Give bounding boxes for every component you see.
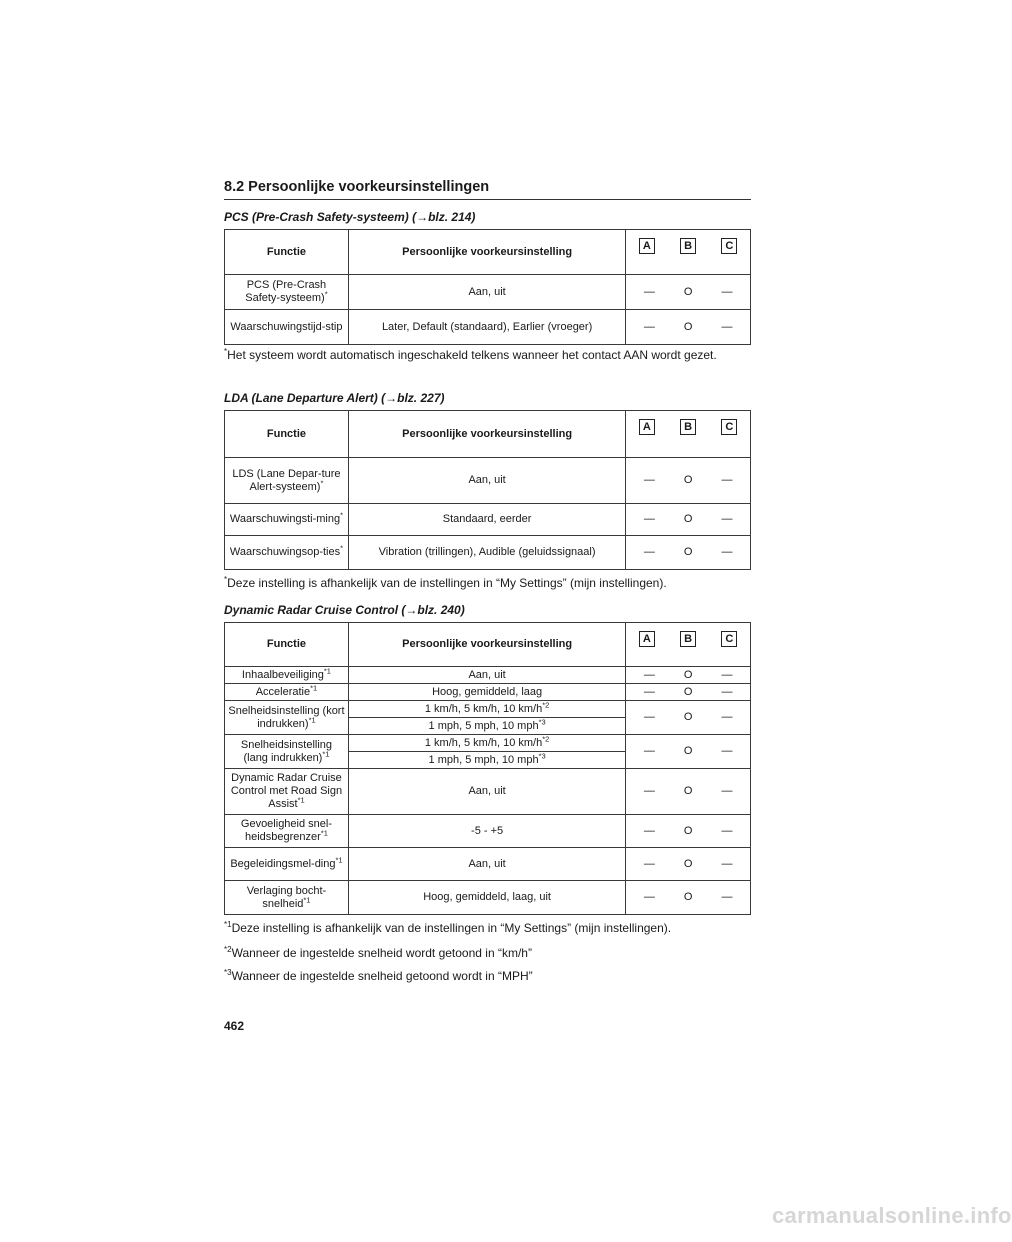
mark-b: O [683, 285, 693, 298]
footnote-ref: *1 [308, 714, 316, 724]
row-functie: Snelheidsinstelling (kort indrukken) [228, 704, 345, 730]
arrow-right-icon: → [416, 210, 429, 224]
col-header-letters [626, 623, 751, 667]
footnote-ref: * [324, 289, 328, 299]
mark-a: — [643, 745, 655, 757]
footnote-drcc-1 [224, 920, 754, 936]
col-header-functie: Functie [225, 230, 349, 275]
table-row [225, 848, 751, 881]
row-setting: Aan, uit [348, 275, 625, 310]
col-header-setting: Persoonlijke voorkeursinstelling [348, 411, 625, 458]
row-setting: Aan, uit [348, 667, 625, 684]
table-row [225, 275, 751, 310]
mark-c: — [721, 824, 733, 837]
section-title-text: LDA (Lane Departure Alert) ( [224, 391, 386, 405]
footnote-mark: * [224, 575, 228, 584]
arrow-right-icon: → [405, 603, 418, 617]
mark-b: O [683, 891, 693, 903]
letter-c-icon: C [721, 631, 737, 647]
footnote-drcc-3 [224, 968, 754, 984]
row-setting: Hoog, gemiddeld, laag, uit [348, 881, 625, 915]
letter-a-icon: A [639, 238, 655, 254]
mark-a: — [643, 546, 655, 558]
letter-c-icon: C [721, 238, 737, 254]
col-header-functie: Functie [225, 623, 349, 667]
mark-c: — [721, 891, 733, 903]
footnote-ref: *2 [542, 733, 550, 743]
section-title-pcs [224, 210, 475, 224]
header-divider [224, 199, 751, 200]
mark-a: — [643, 285, 655, 298]
row-setting: Aan, uit [348, 848, 625, 881]
footnote-mark: *2 [224, 945, 232, 954]
arrow-right-icon: → [385, 391, 398, 405]
footnote-ref: *1 [320, 828, 328, 838]
row-setting: 1 km/h, 5 km/h, 10 km/h [424, 702, 543, 715]
footnote-ref: *1 [322, 748, 330, 758]
letter-b-icon: B [680, 631, 696, 647]
section-ref-link[interactable]: blz. 214) [428, 210, 476, 224]
footnote-drcc-2 [224, 945, 754, 961]
mark-c: — [721, 785, 733, 797]
mark-b: O [683, 685, 693, 698]
row-setting: 1 km/h, 5 km/h, 10 km/h [424, 736, 543, 749]
row-functie: Dynamic Radar Cruise Control met Road Sign Assist [230, 772, 343, 810]
row-functie: Verlaging bocht-snelheid [246, 884, 327, 910]
row-functie: Begeleidingsmel-ding [230, 857, 336, 870]
footnote-mark: *3 [224, 968, 232, 977]
mark-b: O [683, 824, 693, 837]
row-setting: Standaard, eerder [348, 504, 625, 536]
pcs-table [224, 229, 751, 345]
watermark: carmanualsonline.info [772, 1203, 1012, 1228]
row-setting: 1 mph, 5 mph, 10 mph [428, 719, 539, 732]
row-functie: Waarschuwingsti-ming [229, 513, 341, 525]
mark-a: — [643, 711, 655, 723]
mark-c: — [721, 320, 733, 333]
mark-b: O [683, 320, 693, 333]
section-title-text: PCS (Pre-Crash Safety-systeem) ( [224, 210, 417, 224]
row-setting: Aan, uit [348, 769, 625, 815]
table-row [225, 310, 751, 345]
mark-c: — [721, 546, 733, 558]
mark-b: O [683, 474, 693, 486]
footnote-ref: *3 [538, 716, 546, 726]
row-setting: Vibration (trillingen), Audible (geluidssignaal) [348, 536, 625, 570]
mark-c: — [721, 513, 733, 525]
footnote-ref: * [320, 477, 324, 487]
footnote-text: Wanneer de ingestelde snelheid wordt getoond in “km/h” [231, 946, 532, 960]
section-title-lda [224, 391, 445, 405]
footnote-mark: *1 [224, 920, 232, 929]
section-title-drcc [224, 603, 465, 617]
footnote-ref: * [340, 510, 344, 520]
table-row [225, 504, 751, 536]
footnote-mark: * [224, 347, 228, 356]
mark-b: O [683, 857, 693, 870]
mark-b: O [683, 546, 693, 558]
mark-a: — [643, 857, 655, 870]
mark-a: — [643, 668, 655, 681]
mark-a: — [643, 320, 655, 333]
row-functie: Waarschuwingsop-ties [229, 546, 341, 558]
col-header-setting: Persoonlijke voorkeursinstelling [348, 230, 625, 275]
table-row [225, 815, 751, 848]
col-header-letters [626, 230, 751, 275]
row-setting: Hoog, gemiddeld, laag [348, 684, 625, 701]
lda-table [224, 410, 751, 570]
mark-b: O [683, 785, 693, 797]
row-setting: Aan, uit [348, 458, 625, 504]
mark-c: — [721, 857, 733, 870]
row-functie: Snelheidsinstelling (lang indrukken) [240, 738, 333, 764]
mark-a: — [643, 891, 655, 903]
row-setting: -5 - +5 [348, 815, 625, 848]
footnote-ref: *1 [297, 795, 305, 805]
row-functie: Waarschuwingstijd-stip [230, 320, 343, 333]
footnote-lda [224, 575, 754, 591]
row-functie: Inhaalbeveiliging [241, 668, 324, 681]
mark-a: — [643, 785, 655, 797]
drcc-table [224, 622, 751, 915]
row-functie: LDS (Lane Depar-ture Alert-systeem) [232, 467, 341, 493]
table-row [225, 881, 751, 915]
col-header-letters [626, 411, 751, 458]
table-row [225, 701, 751, 718]
mark-a: — [643, 474, 655, 486]
footnote-text: Deze instelling is afhankelijk van de instellingen in “My Settings” (mijn instellingen). [227, 576, 667, 590]
mark-c: — [721, 711, 733, 723]
section-ref-link[interactable]: blz. 240) [417, 603, 465, 617]
row-functie: PCS (Pre-Crash Safety-systeem) [245, 279, 327, 304]
row-functie: Gevoeligheid snel-heidsbegrenzer [240, 818, 333, 843]
table-row [225, 536, 751, 570]
footnote-ref: *1 [303, 894, 311, 904]
footnote-text: Deze instelling is afhankelijk van de instellingen in “My Settings” (mijn instellingen). [231, 921, 672, 935]
mark-c: — [721, 285, 733, 298]
row-setting: 1 mph, 5 mph, 10 mph [428, 753, 539, 766]
row-setting: Later, Default (standaard), Earlier (vroeger) [348, 310, 625, 345]
footnote-ref: *1 [310, 682, 318, 692]
table-row [225, 684, 751, 701]
table-row [225, 458, 751, 504]
letter-c-icon: C [721, 419, 737, 435]
footnote-ref: *3 [538, 750, 546, 760]
table-row [225, 769, 751, 815]
footnote-pcs [224, 347, 754, 363]
footnote-text: Het systeem wordt automatisch ingeschakeld telkens wanneer het contact AAN wordt gezet. [227, 348, 717, 362]
mark-b: O [683, 513, 693, 525]
row-functie: Acceleratie [255, 685, 311, 698]
footnote-ref: *1 [335, 854, 343, 864]
footnote-ref: *1 [323, 665, 331, 675]
table-row [225, 667, 751, 684]
mark-a: — [643, 685, 655, 698]
page-number: 462 [224, 1019, 245, 1033]
mark-c: — [721, 745, 733, 757]
letter-a-icon: A [639, 631, 655, 647]
mark-c: — [721, 668, 733, 681]
mark-c: — [721, 685, 733, 698]
letter-b-icon: B [680, 238, 696, 254]
mark-a: — [643, 513, 655, 525]
letter-a-icon: A [639, 419, 655, 435]
mark-a: — [643, 824, 655, 837]
table-row [225, 735, 751, 752]
section-title-text: Dynamic Radar Cruise Control ( [224, 603, 406, 617]
mark-c: — [721, 474, 733, 486]
page-header-title: 8.2 Persoonlijke voorkeursinstellingen [224, 179, 490, 195]
footnote-ref: *2 [542, 699, 550, 709]
footnote-ref: * [340, 543, 344, 553]
section-ref-link[interactable]: blz. 227) [397, 391, 445, 405]
mark-b: O [683, 668, 693, 681]
footnote-text: Wanneer de ingestelde snelheid getoond wordt in “MPH” [231, 969, 533, 983]
mark-b: O [683, 745, 693, 757]
letter-b-icon: B [680, 419, 696, 435]
col-header-functie: Functie [225, 411, 349, 458]
col-header-setting: Persoonlijke voorkeursinstelling [348, 623, 625, 667]
mark-b: O [683, 711, 693, 723]
